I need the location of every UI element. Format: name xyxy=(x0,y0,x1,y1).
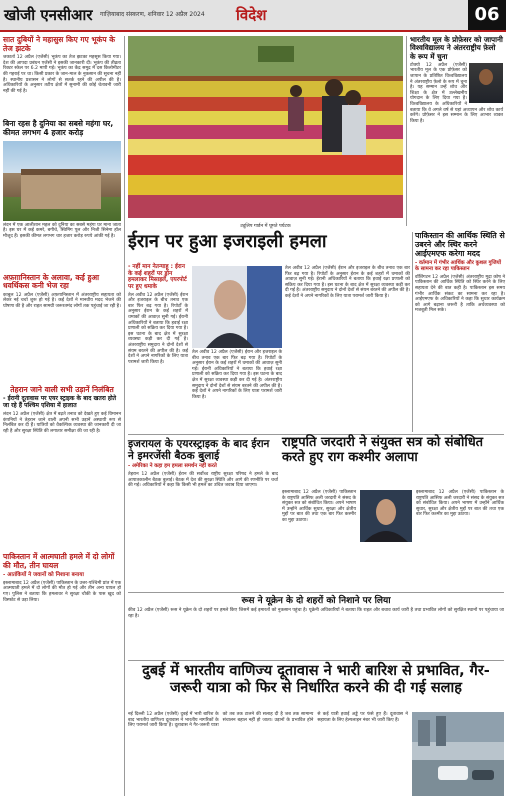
dubai-headline-block xyxy=(128,663,504,709)
main-subhead-block xyxy=(128,264,188,424)
main-continued-2 xyxy=(192,350,282,426)
story-body: टोक्यो 12 अप्रैल (एजेंसी) भारतीय मूल के एक प्रोफ़ेसर को जापान के प्रतिष्ठित विश्वविद्यालय ने अंतरराष्ट्रीय फ़ेलो के रूप में चुना है। यह सम्मान उन्हें शोध और शिक्षा के क्षेत्र में उल्लेखनीय योगदान के लिए दिया गया है। विश्वविद्यालय के अधिकारियों ने बताया कि वे अगले वर्ष से यहां अध्यापन और शोध कार्य करेंगे। प्रोफ़ेसर ने इस सम्मान के लिए आभार व्यक्त किया है। xyxy=(410,62,503,124)
main-headline: ईरान पर हुआ इजराइली हमला xyxy=(128,231,327,252)
story-body: नई दिल्ली 12 अप्रैल (एजेंसी) दुबई में भारी बारिश के बाद भारतीय वाणिज्य दूतावास ने भारतीय नागरिकों के लिए परामर्श जारी किया है। दूतावास ने गैर-जरूरी यात्रा को तब तक टालने की सलाह दी है जब तक सामान्य संचालन बहाल नहीं हो जाता। उड़ानों के प्रभावित होने से कई यात्री हवाई अड्डे पर फंसे हुए हैं। दूतावास ने सहायता के लिए हेल्पलाइन नंबर भी जारी किए हैं। xyxy=(128,712,408,729)
zardari-photo xyxy=(360,490,412,542)
column-divider xyxy=(412,232,413,432)
zardari-body-1 xyxy=(282,490,356,590)
left-column xyxy=(3,36,121,796)
dateline: गाज़ियाबाद संस्करण, शनिवार 12 अप्रैल 2024 xyxy=(100,11,205,18)
main-headline-block xyxy=(128,232,410,264)
section-title: विदेश xyxy=(236,6,267,24)
story-headline: पाकिस्तान में आत्मघाती हमले में दो लोगों की मौत, तीन घायल xyxy=(3,552,115,570)
story-body: लंदन में एक आलीशान महल को दुनिया का सबसे महंगा घर माना जाता है। इस घर में कई कमरे, बगीचे, स्विमिंग पूल और निजी सिनेमा हॉल मौजूद हैं। इसकी कीमत लगभग चार हजार करोड़ रुपये आंकी गई है। xyxy=(3,222,121,239)
story-headline: सात दुबियों ने महासुस किए गए भूकंप के तेज झटके xyxy=(3,35,116,53)
professor-photo xyxy=(469,63,503,103)
dubai-photo xyxy=(412,712,504,796)
zardari-body-2 xyxy=(416,490,504,590)
story-subhead: - वर्तमान में गंभीर आर्थिक और कुशल गुजियों के सामना कर रहा पाकिस्तान xyxy=(415,259,501,272)
tulip-photo xyxy=(128,36,403,229)
netanyahu-photo xyxy=(192,266,282,348)
page-number: 06 xyxy=(468,0,506,30)
story-headline: दुबई में भारतीय वाणिज्य दूतावास ने भारी बारिश से प्रभावित, गैर-जरूरी यात्रा को फिर से निर्धारित करने की दी गई सलाह xyxy=(142,663,490,696)
column-divider xyxy=(406,36,407,226)
horizontal-rule xyxy=(128,592,504,593)
main-continued xyxy=(285,266,410,426)
story-headline: इजरायल के एयरस्ट्राइक के बाद ईरान ने इमरजेंसी बैठक बुलाई xyxy=(128,438,270,463)
dubai-body xyxy=(128,712,408,796)
horizontal-rule xyxy=(128,660,504,661)
masthead xyxy=(0,0,506,32)
story-subhead: - ईरानी दूतावास पर एयर स्ट्राइक के बाद खतरा होते जा रहे हैं पश्चिम एशिया में हालात xyxy=(3,395,117,410)
story-body: तेहरान 12 अप्रैल (एजेंसी) ईरान की सर्वोच्च राष्ट्रीय सुरक्षा परिषद ने हमले के बाद आपातकालीन बैठक बुलाई। बैठक में देश की सुरक्षा स्थिति और आगे की रणनीति पर चर्चा की गई। अधिकारियों ने कहा कि किसी भी हमले का उचित जवाब दिया जाएगा। xyxy=(128,472,278,489)
story-headline: तेहरान जाने वाली सभी उड़ानें निलंबित xyxy=(10,384,114,394)
russia-story xyxy=(128,596,504,658)
israel-story xyxy=(128,438,278,588)
story-headline: भारतीय मूल के प्रोफ़ेसर को जापानी विश्वविद्यालय ने अंतरराष्ट्रीय फ़ेलो के रूप में चुना xyxy=(410,35,503,61)
story-body: जकार्ता 12 अप्रैल (एजेंसी) भूकंप का तेज झटका महसूस किया गया। देश की आपदा प्रबंधन एजेंसी ने इसकी जानकारी दी। भूकंप की तीव्रता रिक्टर स्केल पर 6.2 मापी गई। भूकंप का केंद्र समुद्र में दस किलोमीटर की गहराई पर था। किसी प्रकार के जान-माल के नुकसान की सूचना नहीं है। स्थानीय प्रशासन ने लोगों से सतर्क रहने की अपील की है। अधिकारियों के अनुसार तटीय क्षेत्रों में सुनामी की कोई चेतावनी जारी नहीं की गई है। xyxy=(3,55,121,94)
story-subhead: - आतंकियों ने जवानों को निशाना बनाया xyxy=(3,572,84,579)
story-body: इस्लामाबाद 12 अप्रैल (एजेंसी) पाकिस्तान के राष्ट्रपति आसिफ अली जरदारी ने संसद के संयुक्त सत्र को संबोधित किया। अपने भाषण में उन्होंने आर्थिक सुधार, सुरक्षा और क्षेत्रीय मुद्दों पर बात की तथा एक बार फिर कश्मीर का मुद्दा उठाया। xyxy=(282,490,356,523)
story-body: इस्लामाबाद 12 अप्रैल (एजेंसी) पाकिस्तान के राष्ट्रपति आसिफ अली जरदारी ने संसद के संयुक्त सत्र को संबोधित किया। अपने भाषण में उन्होंने आर्थिक सुधार, सुरक्षा और क्षेत्रीय मुद्दों पर बात की तथा एक बार फिर कश्मीर का मुद्दा उठाया। xyxy=(416,490,504,518)
story-body: तेल अवीव 12 अप्रैल (एजेंसी) ईरान और इजराइल के बीच तनाव एक बार फिर बढ़ गया है। रिपोर्टों के अनुसार ईरान के कई शहरों में धमाकों की आवाज़ सुनी गई। ईरानी अधिकारियों ने बताया कि हवाई रक्षा प्रणाली को सक्रिय कर दिया गया है। इस घटना के बाद क्षेत्र में सुरक्षा व्यवस्था कड़ी कर दी गई है। अंतरराष्ट्रीय समुदाय ने दोनों देशों से संयम बरतने की अपील की है। कई देशों ने अपने नागरिकों के लिए यात्रा परामर्श जारी किया है। xyxy=(285,266,410,299)
story-subhead: - अमेरिका ने कहा हम हमला समर्थन नहीं करते xyxy=(128,463,217,470)
right-story xyxy=(410,36,503,246)
column-divider xyxy=(124,36,125,796)
story-body: काबुल 12 अप्रैल (एजेंसी) अफ़ग़ानिस्तान में अंतरराष्ट्रीय सहायता को लेकर नई चर्चा शुरू हो गई है। कई देशों ने मानवीय मदद भेजने की घोषणा की है और राहत सामग्री जरूरतमंद लोगों तक पहुंचाई जा रही है। xyxy=(3,292,121,309)
story-headline: पाकिस्तान की आर्थिक स्थिति से उबरने और स्थिर करने आईएमएफ करेगा मदद xyxy=(415,231,505,258)
story-headline: अफ़ग़ानिस्तान के अलावा, कई हुआ धवर्थिकस कनी भेज रहा xyxy=(3,272,100,291)
newspaper-logo: खोजी एनसीआर xyxy=(4,6,93,24)
pakistan-story xyxy=(415,232,505,432)
main-subhead: - नहीं मान नेतन्याहू : ईरान के कई शहरों पर ड्रोन हमलाकर मिसाइलें, एयरपोर्ट पर हुए धमाके xyxy=(128,264,187,290)
story-body: तेल अवीव 12 अप्रैल (एजेंसी) ईरान और इजराइल के बीच तनाव एक बार फिर बढ़ गया है। रिपोर्टों के अनुसार ईरान के कई शहरों में धमाकों की आवाज़ सुनी गई। ईरानी अधिकारियों ने बताया कि हवाई रक्षा प्रणाली को सक्रिय कर दिया गया है। इस घटना के बाद क्षेत्र में सुरक्षा व्यवस्था कड़ी कर दी गई है। अंतरराष्ट्रीय समुदाय ने दोनों देशों से संयम बरतने की अपील की है। कई देशों ने अपने नागरिकों के लिए यात्रा परामर्श जारी किया है। xyxy=(128,292,188,365)
story-body: वॉशिंगटन 12 अप्रैल (एजेंसी) अंतरराष्ट्रीय मुद्रा कोष ने पाकिस्तान की आर्थिक स्थिति को स्थिर करने के लिए सहायता देने की बात कही है। पाकिस्तान इस समय गंभीर आर्थिक संकट का सामना कर रहा है। आईएमएफ के अधिकारियों ने कहा कि सुधार कार्यक्रम को आगे बढ़ाना जरूरी है ताकि अर्थव्यवस्था को मजबूती मिल सके। xyxy=(415,274,505,314)
mansion-photo xyxy=(3,141,121,221)
story-body: लंदन 12 अप्रैल (एजेंसी) क्षेत्र में बढ़ते तनाव को देखते हुए कई विमानन कंपनियों ने तेहरान जाने वाली अपनी सभी उड़ानें अस्थायी रूप से निलंबित कर दी हैं। यात्रियों को वैकल्पिक व्यवस्था की जानकारी दी जा रही है और सुरक्षा स्थिति की लगातार समीक्षा की जा रही है। xyxy=(3,412,121,434)
zardari-headline-block xyxy=(282,436,504,488)
story-headline: बिना रहस है दुनिया का सबसे महंगा घर, कीमत लगभग 4 हजार करोड़ xyxy=(3,119,114,137)
story-headline: रूस ने यूक्रेन के दो शहरों को निशाने पर लिया xyxy=(241,596,391,606)
story-body: तेल अवीव 12 अप्रैल (एजेंसी) ईरान और इजराइल के बीच तनाव एक बार फिर बढ़ गया है। रिपोर्टों के अनुसार ईरान के कई शहरों में धमाकों की आवाज़ सुनी गई। ईरानी अधिकारियों ने बताया कि हवाई रक्षा प्रणाली को सक्रिय कर दिया गया है। इस घटना के बाद क्षेत्र में सुरक्षा व्यवस्था कड़ी कर दी गई है। अंतरराष्ट्रीय समुदाय ने दोनों देशों से संयम बरतने की अपील की है। कई देशों ने अपने नागरिकों के लिए यात्रा परामर्श जारी किया है। xyxy=(192,350,282,400)
story-headline: राष्ट्रपति जरदारी ने संयुक्त सत्र को संबोधित करते हुए राग कश्मीर अलापा xyxy=(282,435,484,465)
story-body: इस्लामाबाद 12 अप्रैल (एजेंसी) पाकिस्तान के उत्तर-पश्चिमी प्रांत में एक आत्मघाती हमले में दो लोगों की मौत हो गई और तीन अन्य घायल हो गए। पुलिस ने बताया कि हमलावर ने सुरक्षा चौकी के पास खुद को विस्फोट से उड़ा लिया। xyxy=(3,580,121,603)
story-body: कीव 12 अप्रैल (एजेंसी) रूस ने यूक्रेन के दो शहरों पर हमले किए जिसमें कई इमारतों को नुकसान पहुंचा है। यूक्रेनी अधिकारियों ने बताया कि राहत और बचाव कार्य जारी है तथा प्रभावित लोगों को सुरक्षित स्थानों पर पहुंचाया जा रहा है। xyxy=(128,608,504,619)
photo-caption: ट्यूलिप गार्डन में घूमते पर्यटक xyxy=(240,224,291,229)
